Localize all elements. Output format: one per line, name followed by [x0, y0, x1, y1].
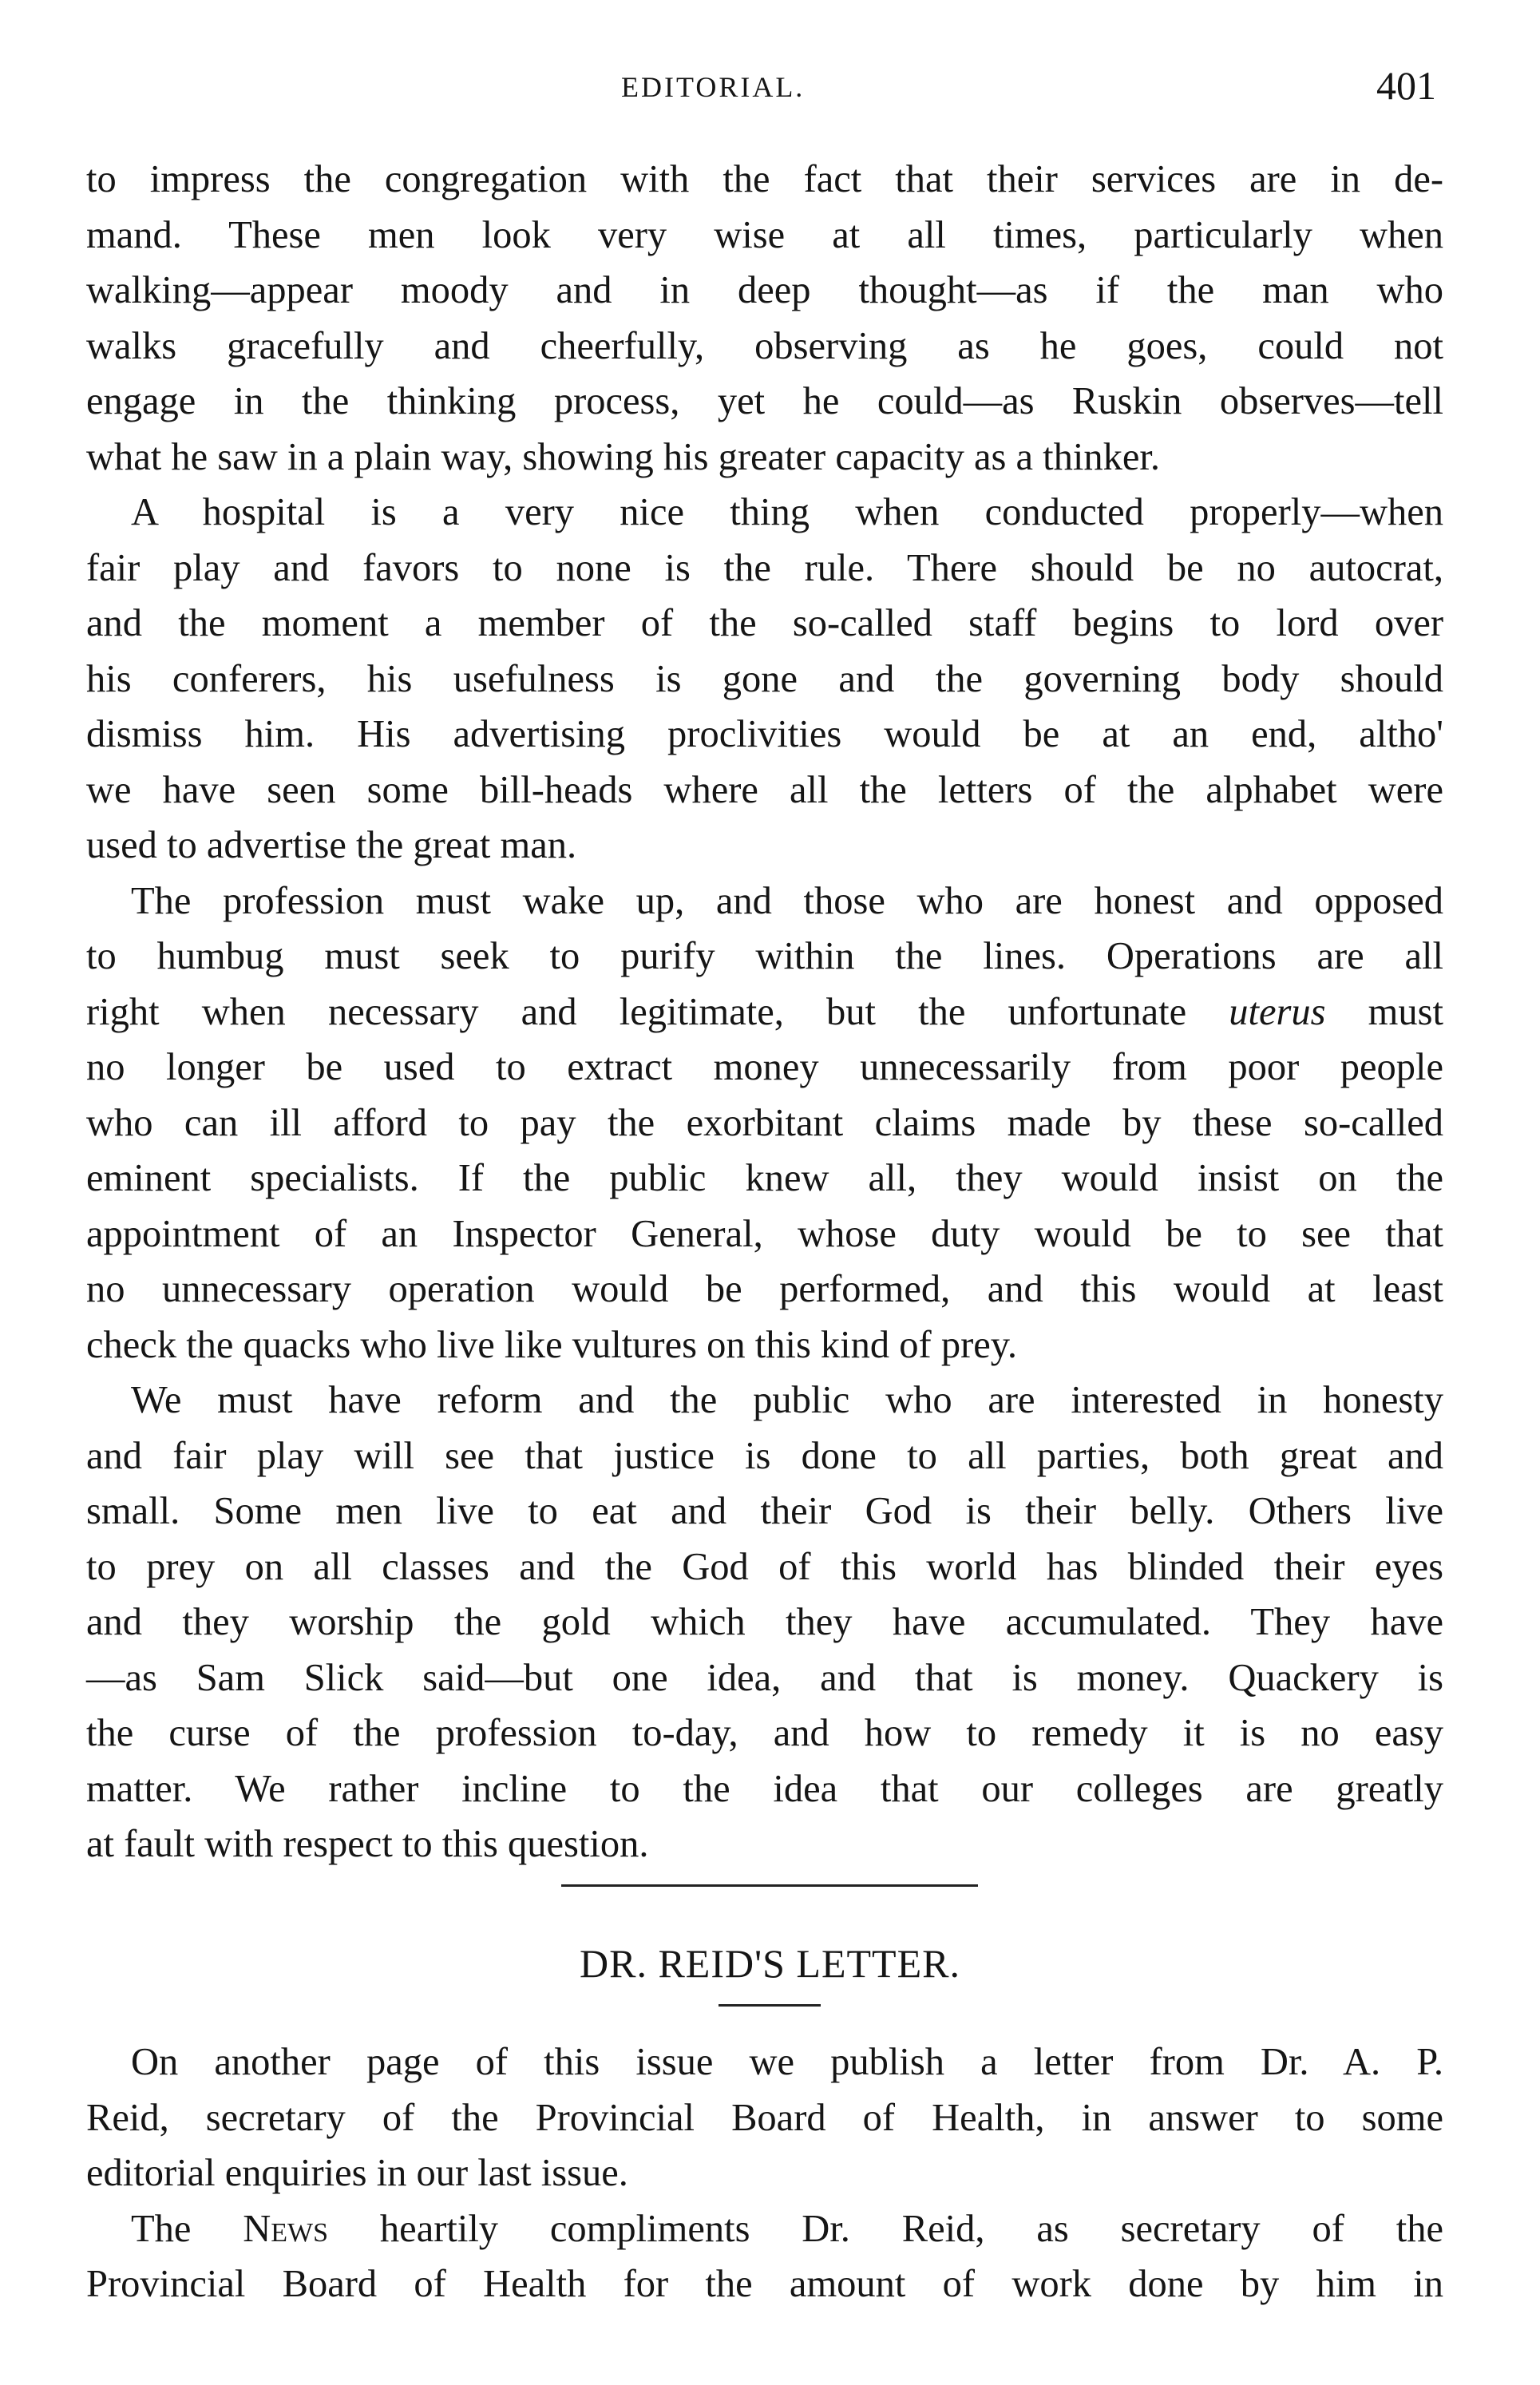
text-line: to impress the congregation with the fact that their services are in de- — [86, 158, 1443, 200]
text-line: fair play and favors to none is the rule. There should be no autocrat, — [86, 546, 1443, 589]
text-line: matter. We rather incline to the idea that our colleges are greatly — [86, 1767, 1443, 1810]
text-line: used to advertise the great man. — [86, 824, 577, 866]
text-line: mand. These men look very wise at all times, particularly when — [86, 213, 1443, 256]
text-line: dismiss him. His advertising proclivities would be at an end, altho' — [86, 713, 1443, 755]
text-line: eminent specialists. If the public knew all, they would insist on the — [86, 1157, 1443, 1199]
editorial-body — [86, 152, 1443, 1872]
paragraph-start: On another page of this issue we publish a letter from Dr. A. P. — [131, 2041, 1443, 2083]
paragraph-start: A hospital is a very nice thing when conducted properly—when — [131, 491, 1443, 533]
page-number: 401 — [1376, 63, 1436, 108]
text-line: and fair play will see that justice is done to all parties, both great and — [86, 1434, 1443, 1477]
paragraph-start-news — [86, 2201, 1443, 2257]
section-title: DR. REID'S LETTER. — [580, 1941, 960, 1986]
text-line: Reid, secretary of the Provincial Board of Health, in answer to some — [86, 2096, 1443, 2139]
text-line: Provincial Board of Health for the amount of work done by him in — [86, 2263, 1443, 2305]
running-head: EDITORIAL. — [621, 71, 806, 103]
text-line: and they worship the gold which they have accumulated. They have — [86, 1601, 1443, 1643]
text-line: what he saw in a plain way, showing his greater capacity as a thinker. — [86, 435, 1160, 478]
text-line-uterus — [86, 985, 1443, 1040]
text-line: small. Some men live to eat and their God is their belly. Others live — [86, 1490, 1443, 1532]
text-line: walks gracefully and cheerfully, observing as he goes, could not — [86, 324, 1443, 367]
text-line: to prey on all classes and the God of this world has blinded their eyes — [86, 1545, 1443, 1588]
title-underline — [719, 2004, 821, 2007]
text-fragment: must — [1325, 990, 1443, 1033]
text-fragment: heartily compliments Dr. Reid, as secretary of the — [328, 2207, 1444, 2250]
text-fragment: right when necessary and legitimate, but the unfortunate — [86, 990, 1229, 1033]
text-line: at fault with respect to this question. — [86, 1823, 649, 1865]
paragraph-start: We must have reform and the public who are interested in honesty — [131, 1379, 1443, 1421]
text-line: his conferers, his usefulness is gone and the governing body should — [86, 657, 1443, 700]
letter-section-body — [86, 2034, 1443, 2312]
italic-word: uterus — [1229, 990, 1326, 1033]
text-line: and the moment a member of the so-called staff begins to lord over — [86, 602, 1443, 644]
text-line: engage in the thinking process, yet he could—as Ruskin observes—tell — [86, 380, 1443, 422]
page-header — [0, 62, 1540, 118]
text-line: appointment of an Inspector General, whose duty would be to see that — [86, 1212, 1443, 1255]
text-line: we have seen some bill-heads where all the letters of the alphabet were — [86, 768, 1443, 811]
text-line: check the quacks who live like vultures on this kind of prey. — [86, 1323, 1017, 1366]
text-line: no longer be used to extract money unnecessarily from poor people — [86, 1046, 1443, 1088]
smallcaps-word: News — [243, 2207, 329, 2250]
text-line: the curse of the profession to-day, and how to remedy it is no easy — [86, 1712, 1443, 1754]
text-line: no unnecessary operation would be performed, and this would at least — [86, 1268, 1443, 1310]
text-line: to humbug must seek to purify within the lines. Operations are all — [86, 935, 1443, 977]
text-line: who can ill afford to pay the exorbitant claims made by these so-called — [86, 1101, 1443, 1144]
paragraph-start: The profession must wake up, and those who are honest and opposed — [131, 879, 1443, 922]
section-divider — [561, 1884, 978, 1887]
text-line: —as Sam Slick said—but one idea, and that is money. Quackery is — [86, 1656, 1443, 1699]
text-line: walking—appear moody and in deep thought—as if the man who — [86, 269, 1443, 311]
text-line: editorial enquiries in our last issue. — [86, 2152, 628, 2194]
text-fragment: The — [131, 2207, 243, 2250]
